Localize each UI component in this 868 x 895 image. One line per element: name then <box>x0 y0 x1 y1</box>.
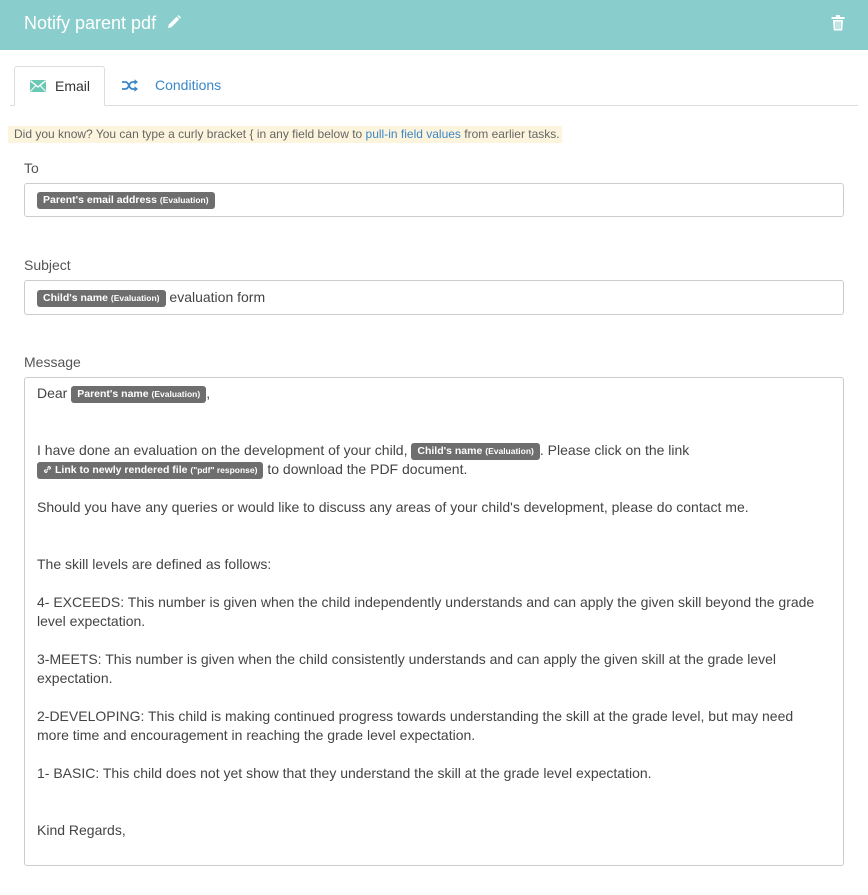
subject-text: evaluation form <box>165 289 266 305</box>
field-pill[interactable]: Parent's name (Evaluation) <box>71 386 206 403</box>
subject-field[interactable] <box>24 280 844 315</box>
tip-text-suffix: from earlier tasks. <box>460 127 560 141</box>
message-greeting: Dear Parent's name (Evaluation) , <box>37 385 211 401</box>
shuffle-icon <box>122 79 138 92</box>
message-paragraph-1-cont: Link to newly rendered file ("pdf" response) to download the PDF document. <box>37 460 467 479</box>
level-2-line-2: more time and encouragement in reaching the grade level expectation. <box>37 727 476 743</box>
to-field[interactable] <box>24 183 844 217</box>
tab-conditions[interactable] <box>106 66 222 106</box>
message-label: Message <box>24 354 81 370</box>
message-closing: Kind Regards, <box>37 822 126 838</box>
tip-text-prefix: Did you know? You can type a curly bracket { in any field below to <box>14 127 366 141</box>
tab-email-label: Email <box>55 78 91 94</box>
link-icon <box>43 465 52 474</box>
trash-icon[interactable] <box>831 15 845 31</box>
message-paragraph-3: The skill levels are defined as follows: <box>37 556 272 572</box>
level-3-line-1: 3-MEETS: This number is given when the child consistently understands and can apply the given skill at the grade level <box>37 651 777 667</box>
message-field[interactable] <box>24 377 844 866</box>
message-paragraph-2: Should you have any queries or would like to discuss any areas of your child's development, please do contact me. <box>37 499 749 515</box>
tab-conditions-label: Conditions <box>155 77 222 93</box>
field-pill[interactable] <box>37 290 166 307</box>
level-4-line-2: level expectation. <box>37 613 146 629</box>
subject-label: Subject <box>24 257 71 273</box>
level-1-line: 1- BASIC: This child does not yet show that they understand the skill at the grade level expectation. <box>37 765 652 781</box>
to-label: To <box>24 160 39 176</box>
level-2-line-1: 2-DEVELOPING: This child is making continued progress towards understanding the skill at the grade level, but may need <box>37 708 794 724</box>
task-header <box>0 0 868 50</box>
tab-email[interactable] <box>14 66 105 106</box>
pull-in-field-values-link[interactable]: pull-in field values <box>365 127 461 141</box>
pill-source: (Evaluation) <box>110 293 160 303</box>
pill-name: Parent's email address <box>43 194 157 206</box>
task-title[interactable]: Notify parent pdf <box>24 13 157 33</box>
field-pill[interactable]: Child's name (Evaluation) <box>411 443 540 460</box>
file-link-pill[interactable]: Link to newly rendered file ("pdf" response) <box>37 462 263 479</box>
message-paragraph-1: I have done an evaluation on the development of your child, Child's name (Evaluation) . Please click on the link <box>37 442 690 458</box>
tip-banner <box>8 126 562 143</box>
pill-name: Child's name <box>43 292 108 304</box>
envelope-icon <box>30 80 46 92</box>
field-pill[interactable] <box>37 192 215 209</box>
pill-source: (Evaluation) <box>159 195 209 205</box>
level-4-line-1: 4- EXCEEDS: This number is given when the child independently understands and can apply the given skill beyond the grade <box>37 594 815 610</box>
pencil-icon[interactable] <box>166 14 182 30</box>
level-3-line-2: expectation. <box>37 670 113 686</box>
tab-bar <box>10 66 858 106</box>
